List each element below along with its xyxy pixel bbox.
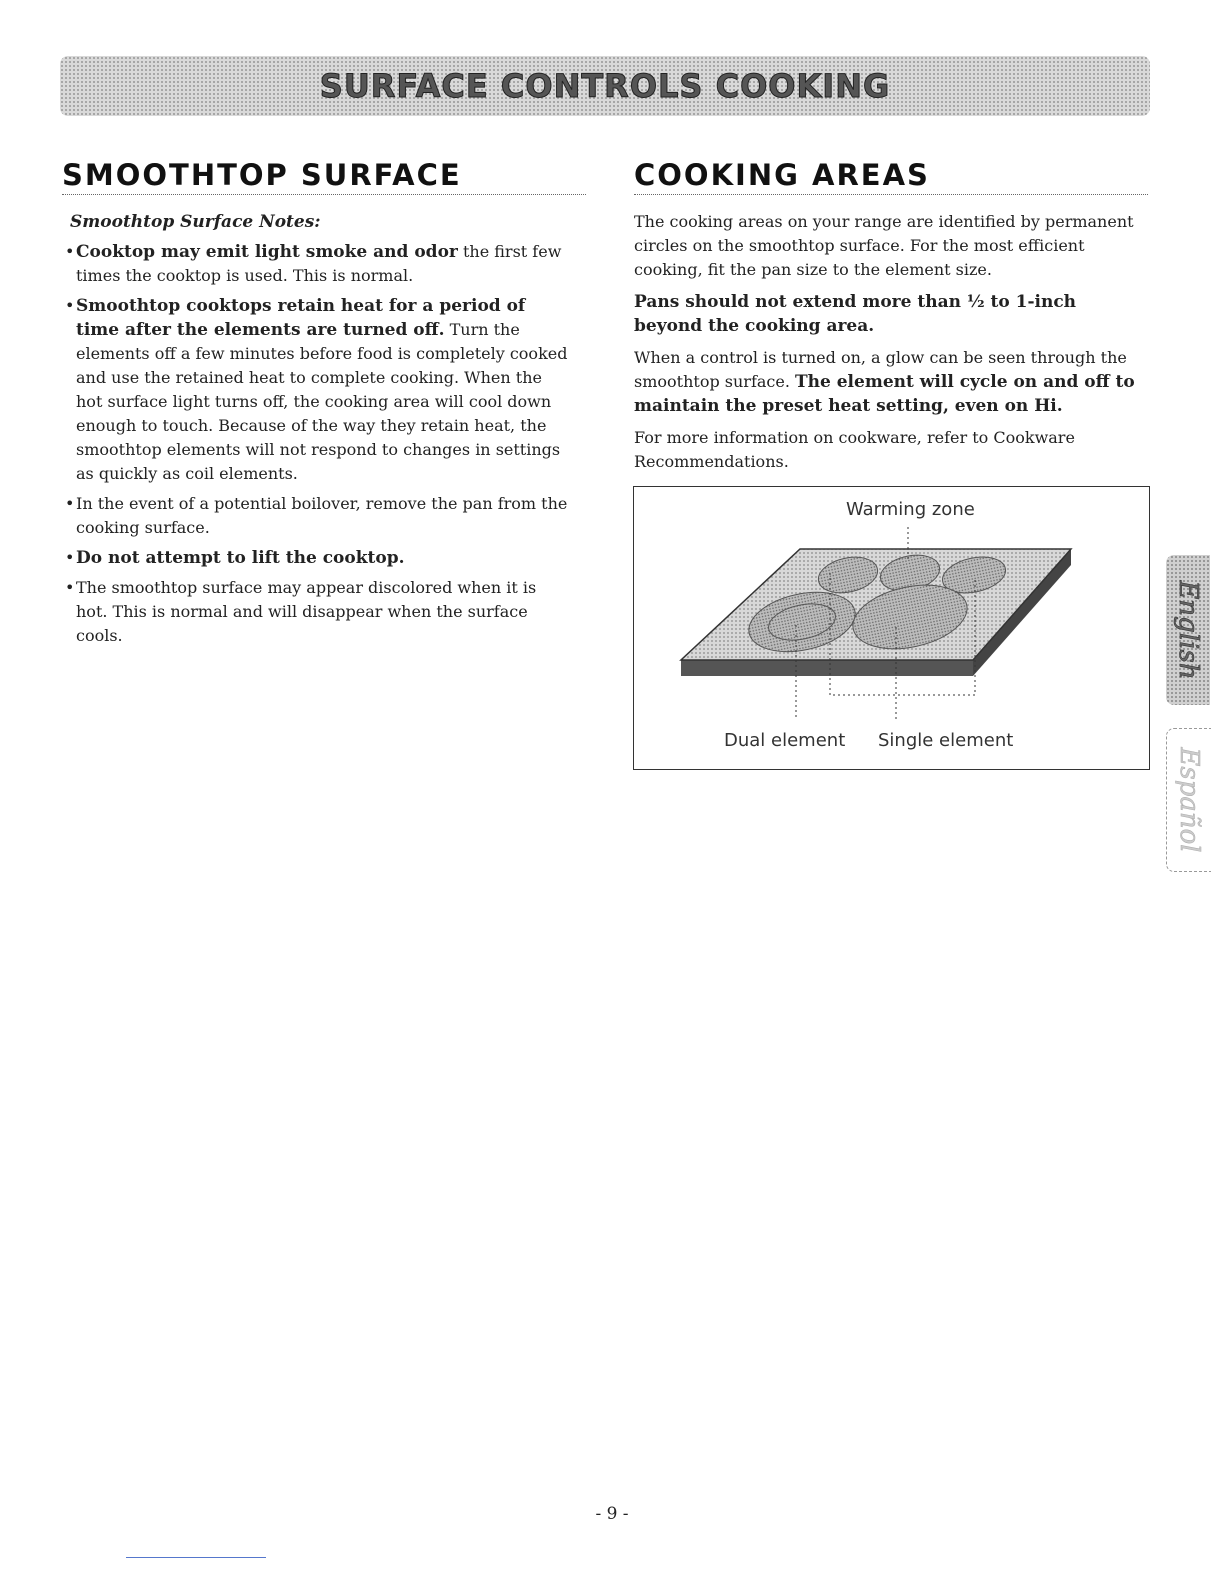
cooktop-diagram [633,486,1150,770]
cookware-reference: For more information on cookware, refer to Cookware Recommendations. [634,428,1075,471]
list-item: • In the event of a potential boilover, remove the pan from the cooking surface. [62,492,572,540]
footer-rule [126,1557,266,1558]
cooking-areas-heading: COOKING AREAS [634,158,1148,195]
banner-title: SURFACE CONTROLS COOKING [319,67,891,105]
espanol-tab-label: Español [1174,747,1204,853]
section-banner [60,56,1150,116]
cooking-areas-intro: The cooking areas on your range are identified by permanent circles on the smoothtop surface. For the most efficient cooking, fit the pan size to the element size. [634,212,1134,279]
smoothtop-heading: SMOOTHTOP SURFACE [62,158,586,195]
english-tab-label: English [1173,580,1203,680]
list-item: • Cooktop may emit light smoke and odor the first few times the cooktop is used. This is normal. [62,240,572,288]
espanol-tab[interactable] [1166,728,1211,872]
page-number: - 9 - [595,1504,629,1524]
cooking-areas-text [634,210,1150,482]
pan-size-warning: Pans should not extend more than ½ to 1-inch beyond the cooking area. [634,292,1077,336]
notes-title: Smoothtop Surface Notes: [70,212,321,232]
dual-element-label: Dual element [724,730,846,751]
notes-list [62,240,572,648]
list-item: • Smoothtop cooktops retain heat for a period of time after the elements are turned off. Turn the elements off a few minutes before food is completely cooked and use the retained heat to complete cooking. When the hot surface light turns off, the cooking area will cool down enough to touch. Because of the way they retain heat, the smoothtop elements will not respond to changes in settings as quickly as coil elements. [62,294,572,486]
glow-paragraph: When a control is turned on, a glow can be seen through the smoothtop surface. The element will cycle on and off to maintain the preset heat setting, even on Hi. [634,348,1135,416]
cooktop-illustration [634,487,1149,769]
cooktop-front-edge [681,660,973,676]
smoothtop-notes [62,210,572,654]
english-tab[interactable] [1166,555,1210,705]
warming-zone-label: Warming zone [846,499,975,520]
list-item: • The smoothtop surface may appear discolored when it is hot. This is normal and will disappear when the surface cools. [62,576,572,648]
list-item: • Do not attempt to lift the cooktop. [62,546,572,570]
single-element-label: Single element [878,730,1014,751]
